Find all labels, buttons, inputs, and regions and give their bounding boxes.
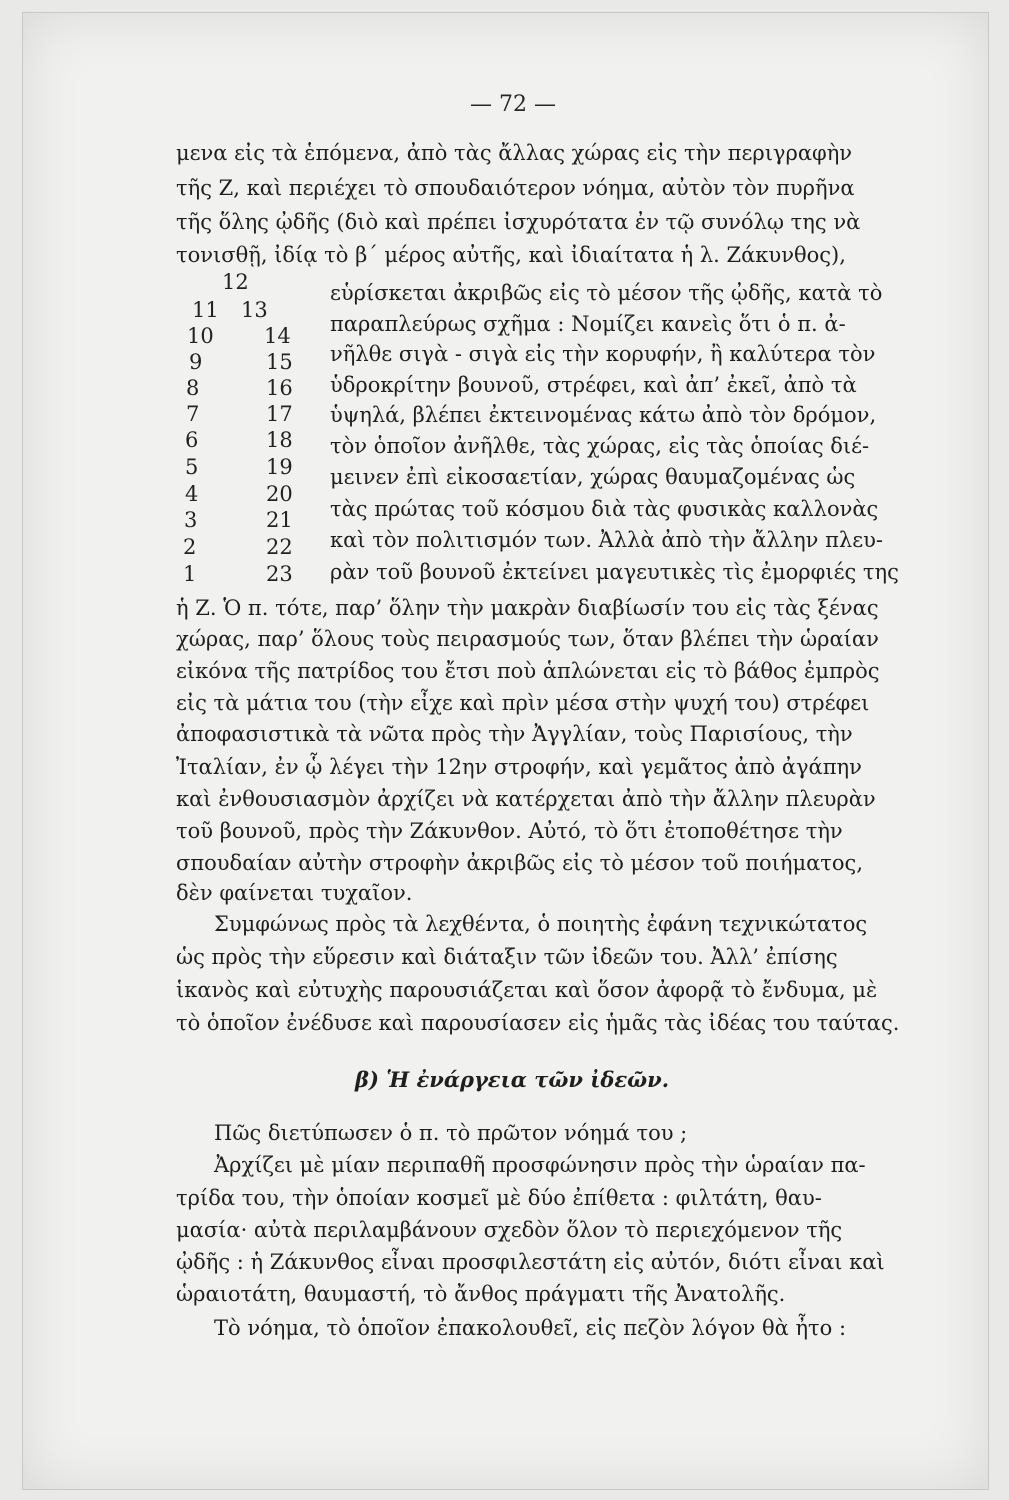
text-line: παραπλεύρως σχῆμα : Νομίζει κανεὶς ὅτι ὁ π. ἀ- <box>330 312 846 336</box>
text-line: τῆς Ζ, καὶ περιέχει τὸ σπουδαιότερον νόημα, αὐτὸν τὸν πυρῆνα <box>176 176 855 200</box>
text-line: μεινεν ἐπὶ εἰκοσαετίαν, χώρας θαυμαζομένας ὡς <box>330 465 856 489</box>
text-line: ὑδροκρίτην βουνοῦ, στρέφει, καὶ ἀπ’ ἐκεῖ, ἀπὸ τὰ <box>330 373 857 397</box>
figure-number: 2 <box>183 535 197 559</box>
figure-number: 13 <box>241 298 268 322</box>
figure-number: 16 <box>266 376 293 400</box>
figure-number: 11 <box>192 298 219 322</box>
figure-number: 3 <box>184 508 198 532</box>
section-heading: β) Ἡ ἐνάργεια τῶν ἰδεῶν. <box>355 1067 670 1092</box>
text-line: ἡ Ζ. Ὁ π. τότε, παρ’ ὅλην τὴν μακρὰν διαβίωσίν του εἰς τὰς ξένας <box>176 596 879 620</box>
text-line: καὶ τὸν πολιτισμόν των. Ἀλλὰ ἀπὸ τὴν ἄλλην πλευ- <box>330 528 883 552</box>
figure-number: 12 <box>222 270 249 294</box>
figure-number: 6 <box>185 428 199 452</box>
text-line: ἀποφασιστικὰ τὰ νῶτα πρὸς τὴν Ἀγγλίαν, τοὺς Παρισίους, τὴν <box>176 722 853 746</box>
text-line: τὸ ὁποῖον ἐνέδυσε καὶ παρουσίασεν εἰς ἡμᾶς τὰς ἰδέας του ταύτας. <box>176 1011 900 1035</box>
text-line: εἰς τὰ μάτια του (τὴν εἶχε καὶ πρὶν μέσα στὴν ψυχή του) στρέφει <box>176 691 870 715</box>
text-line: ρὰν τοῦ βουνοῦ ἐκτείνει μαγευτικὲς τὶς ἐμορφιές της <box>330 560 899 584</box>
figure-number: 7 <box>186 402 200 426</box>
text-line: τὰς πρώτας τοῦ κόσμου διὰ τὰς φυσικὰς καλλονὰς <box>330 497 879 521</box>
figure-number: 17 <box>266 402 293 426</box>
text-line: Ἰταλίαν, ἐν ᾧ λέγει τὴν 12ην στροφήν, καὶ γεμᾶτος ἀπὸ ἀγάπην <box>176 755 862 779</box>
text-line: εὑρίσκεται ἀκριβῶς εἰς τὸ μέσον τῆς ᾠδῆς, κατὰ τὸ <box>330 281 883 305</box>
figure-number: 22 <box>266 535 293 559</box>
text-line: τρίδα του, τὴν ὁποίαν κοσμεῖ μὲ δύο ἐπίθετα : φιλτάτη, θαυ- <box>176 1186 822 1210</box>
text-line: δὲν φαίνεται τυχαῖον. <box>176 881 413 905</box>
text-line: τονισθῇ, ἰδίᾳ τὸ β΄ μέρος αὐτῆς, καὶ ἰδιαίτατα ἡ λ. Ζάκυνθος), <box>176 243 846 267</box>
text-line: νῆλθε σιγὰ - σιγὰ εἰς τὴν κορυφήν, ἢ καλύτερα τὸν <box>330 342 876 366</box>
text-line: Τὸ νόημα, τὸ ὁποῖον ἐπακολουθεῖ, εἰς πεζὸν λόγον θὰ ἦτο : <box>214 1316 847 1340</box>
figure-number: 4 <box>185 482 199 506</box>
figure-number: 14 <box>264 324 291 348</box>
text-line: σπουδαίαν αὐτὴν στροφὴν ἀκριβῶς εἰς τὸ μέσον τοῦ ποιήματος, <box>176 851 863 875</box>
text-line: ὡραιοτάτη, θαυμαστή, τὸ ἄνθος πράγματι τῆς Ἀνατολῆς. <box>176 1282 786 1306</box>
figure-number: 5 <box>185 455 199 479</box>
figure-number: 19 <box>266 455 293 479</box>
text-line: τὸν ὁποῖον ἀνῆλθε, τὰς χώρας, εἰς τὰς ὁποίας διέ- <box>330 434 870 458</box>
figure-number: 8 <box>186 376 200 400</box>
figure-number: 23 <box>266 562 293 586</box>
text-line: εἰκόνα τῆς πατρίδος του ἔτσι ποὺ ἁπλώνεται εἰς τὸ βάθος ἐμπρὸς <box>176 659 880 683</box>
figure-number: 10 <box>187 324 214 348</box>
text-line: ὑψηλά, βλέπει ἐκτεινομένας κάτω ἀπὸ τὸν δρόμον, <box>330 403 877 427</box>
text-line: Συμφώνως πρὸς τὰ λεχθέντα, ὁ ποιητὴς ἐφάνη τεχνικώτατος <box>214 912 868 936</box>
text-line: ἱκανὸς καὶ εὐτυχὴς παρουσιάζεται καὶ ὅσον ἀφορᾷ τὸ ἔνδυμα, μὲ <box>176 978 878 1002</box>
figure-number: 9 <box>189 350 203 374</box>
text-line: ᾠδῆς : ἡ Ζάκυνθος εἶναι προσφιλεστάτη εἰς αὐτόν, διότι εἶναι καὶ <box>176 1250 885 1274</box>
text-line: μασία· αὐτὰ περιλαμβάνουν σχεδὸν ὅλον τὸ περιεχόμενον τῆς <box>176 1218 843 1242</box>
figure-number: 21 <box>266 508 293 532</box>
figure-number: 18 <box>266 428 293 452</box>
figure-number: 15 <box>266 350 293 374</box>
text-line: ὡς πρὸς τὴν εὕρεσιν καὶ διάταξιν τῶν ἰδεῶν του. Ἀλλ’ ἐπίσης <box>176 945 838 969</box>
page-number: — 72 — <box>470 92 556 117</box>
text-line: χώρας, παρ’ ὅλους τοὺς πειρασμούς των, ὅταν βλέπει τὴν ὡραίαν <box>176 627 879 651</box>
text-line: καὶ ἐνθουσιασμὸν ἀρχίζει νὰ κατέρχεται ἀπὸ τὴν ἄλλην πλευρὰν <box>176 787 876 811</box>
text-line: μενα εἰς τὰ ἑπόμενα, ἀπὸ τὰς ἄλλας χώρας εἰς τὴν περιγραφὴν <box>176 141 853 165</box>
text-line: Ἀρχίζει μὲ μίαν περιπαθῆ προσφώνησιν πρὸς τὴν ὡραίαν πα- <box>214 1153 866 1177</box>
figure-number: 1 <box>183 562 197 586</box>
text-line: Πῶς διετύπωσεν ὁ π. τὸ πρῶτον νόημά του ; <box>214 1121 688 1145</box>
text-line: τῆς ὅλης ᾠδῆς (διὸ καὶ πρέπει ἰσχυρότατα ἐν τῷ συνόλῳ της νὰ <box>176 210 861 234</box>
text-line: τοῦ βουνοῦ, πρὸς τὴν Ζάκυνθον. Αὐτό, τὸ ὅτι ἐτοποθέτησε τὴν <box>176 819 843 843</box>
figure-number: 20 <box>266 482 293 506</box>
